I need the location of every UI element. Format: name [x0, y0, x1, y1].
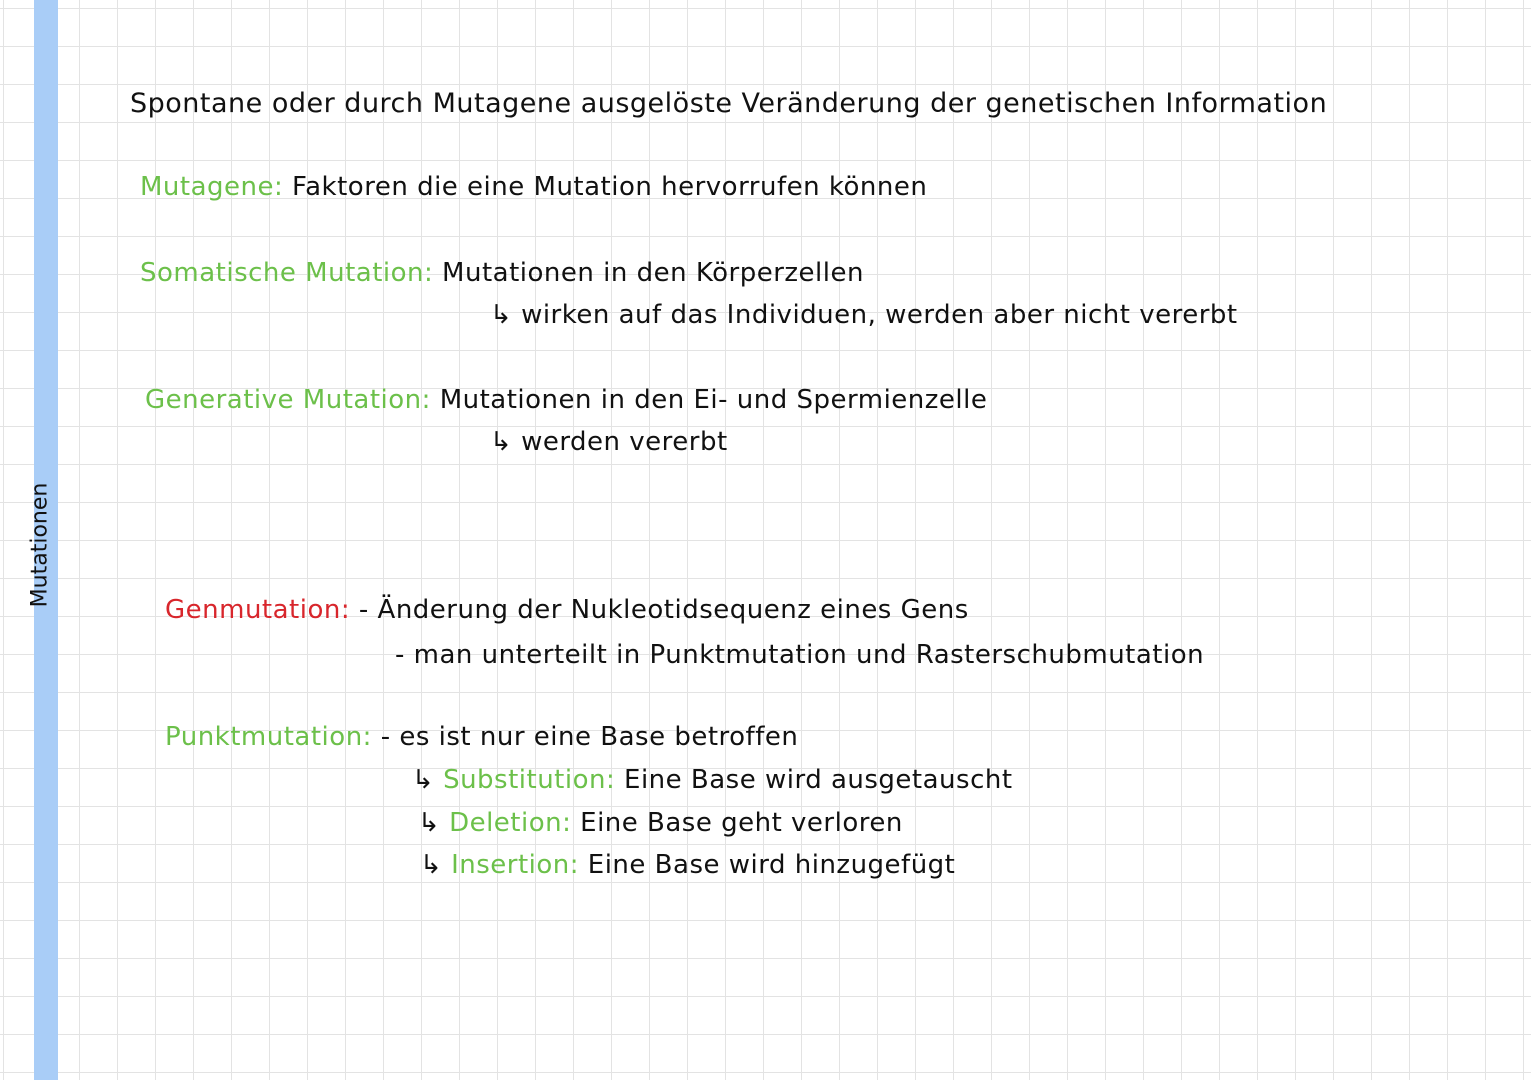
genmutation-line	[165, 595, 969, 625]
arrow-icon: ↳	[490, 300, 513, 330]
deletion-line	[418, 808, 903, 838]
insertion-term: Insertion:	[451, 850, 580, 880]
arrow-icon: ↳	[418, 808, 441, 838]
mutagene-term: Mutagene:	[140, 172, 284, 202]
genmutation-point1: - Änderung der Nukleotidsequenz eines Gens	[358, 595, 969, 625]
deletion-term: Deletion:	[449, 808, 572, 838]
punktmutation-point1: - es ist nur eine Base betroffen	[380, 722, 799, 752]
somatische-term: Somatische Mutation:	[140, 258, 434, 288]
insertion-line	[420, 850, 955, 880]
arrow-icon: ↳	[490, 427, 513, 457]
generative-consequence-line	[490, 427, 728, 457]
generative-consequence: werden vererbt	[521, 427, 728, 457]
generative-definition: Mutationen in den Ei- und Spermienzelle	[439, 385, 988, 415]
substitution-line	[412, 765, 1013, 795]
somatische-definition: Mutationen in den Körperzellen	[442, 258, 864, 288]
punktmutation-term: Punktmutation:	[165, 722, 372, 752]
side-label: Mutationen	[27, 482, 53, 608]
somatische-consequence-line	[490, 300, 1238, 330]
punktmutation-line	[165, 722, 798, 752]
insertion-definition: Eine Base wird hinzugefügt	[587, 850, 956, 880]
somatische-consequence: wirken auf das Individuen, werden aber nicht vererbt	[521, 300, 1238, 330]
arrow-icon: ↳	[412, 765, 435, 795]
genmutation-point2: - man unterteilt in Punktmutation und Rasterschubmutation	[395, 640, 1205, 670]
somatische-line	[140, 258, 864, 288]
mutagene-line	[140, 172, 927, 202]
genmutation-term: Genmutation:	[165, 595, 351, 625]
intro-line: Spontane oder durch Mutagene ausgelöste Veränderung der genetischen Information	[130, 88, 1328, 119]
deletion-definition: Eine Base geht verloren	[580, 808, 903, 838]
substitution-definition: Eine Base wird ausgetauscht	[624, 765, 1013, 795]
arrow-icon: ↳	[420, 850, 443, 880]
mutagene-definition: Faktoren die eine Mutation hervorrufen können	[292, 172, 928, 202]
generative-line	[145, 385, 987, 415]
substitution-term: Substitution:	[443, 765, 616, 795]
generative-term: Generative Mutation:	[145, 385, 431, 415]
